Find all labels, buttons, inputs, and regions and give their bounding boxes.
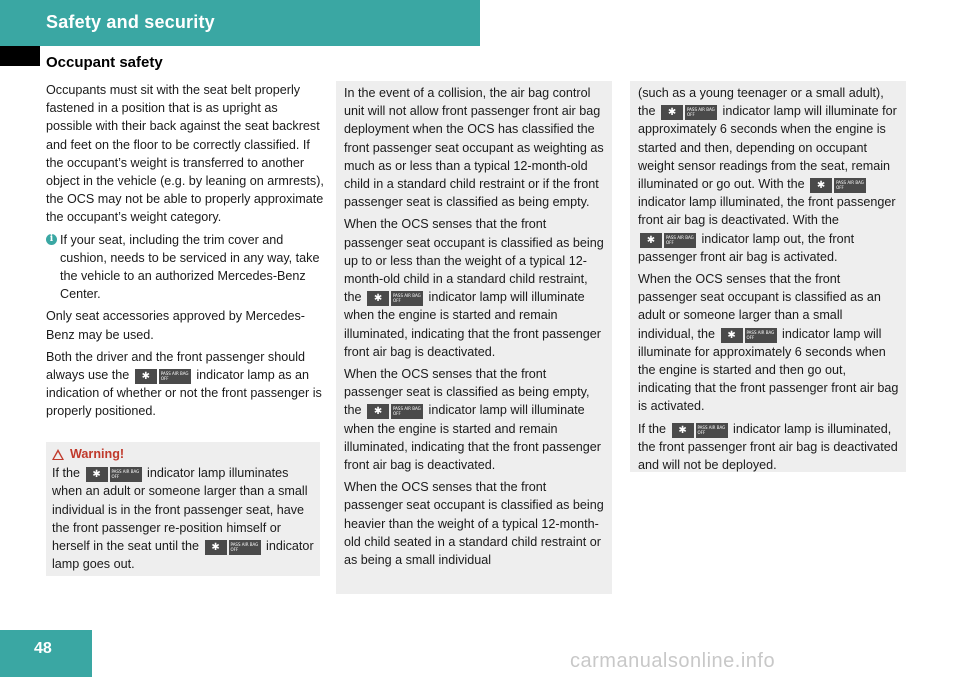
paragraph: Occupants must sit with the seat belt properly fastened in a position that is as upright as possible with their back against the seat backrest and feet on the floor to be correctly classified. If the occupant’s weight is transferred to another object in the vehicle (e.g. by leaning on armrests), the OCS may not be able to properly approximate the occupant’s weight category. bbox=[46, 83, 324, 225]
column-2 bbox=[336, 81, 612, 594]
paragraph: Only seat accessories approved by Mercedes-Benz may be used. bbox=[46, 309, 305, 342]
chapter-title: Safety and security bbox=[46, 12, 215, 32]
indicator-label: PASS AIR BAG OFF bbox=[110, 467, 142, 482]
note-text: If your seat, including the trim cover and cushion, needs to be serviced in any way, take the vehicle to an authorized Mercedes-Benz Center. bbox=[60, 232, 320, 302]
indicator-label: PASS AIR BAG OFF bbox=[159, 369, 191, 384]
pass-airbag-off-indicator-icon bbox=[205, 540, 261, 555]
text-span: indicator lamp illuminates when an adult or someone larger than a small individual is in the front passenger seat, have the front passenger re-position himself or herself in the seat until the bbox=[52, 466, 308, 554]
pass-airbag-off-indicator-icon bbox=[86, 467, 142, 482]
section-title: Occupant safety bbox=[46, 54, 163, 71]
paragraph bbox=[638, 270, 900, 416]
pass-airbag-off-indicator-icon bbox=[135, 369, 191, 384]
paragraph bbox=[344, 365, 606, 474]
text-span: (such as a young teenager or a small adult), the bbox=[638, 86, 884, 119]
text-span: When the OCS senses that the front passenger seat occupant is classified as an adult or someone larger than a small individual, the bbox=[638, 272, 881, 341]
seat-icon: ✱ bbox=[661, 105, 683, 120]
seat-icon: ✱ bbox=[367, 291, 389, 306]
warning-text bbox=[52, 464, 314, 573]
pass-airbag-off-indicator-icon bbox=[640, 233, 696, 248]
text-span: When the OCS senses that the front passenger seat occupant is classified as being up to or less than the weight of a typical 12-month-old child in a standard child restraint, the bbox=[344, 217, 604, 305]
text-span: indicator lamp will illuminate for approximately 6 seconds when the engine is started and then go out, indicating that the front passenger front air bag is activated. bbox=[638, 326, 899, 414]
paragraph: In the event of a collision, the air bag control unit will not allow front passenger front air bag deployment when the OCS has classified the front passenger seat occupant as weighting as much as or less than a typical 12-month-old child in a standard child restraint or if the front passenger seat is classified as being empty. bbox=[344, 86, 604, 210]
indicator-label: PASS AIR BAG OFF bbox=[229, 540, 261, 555]
paragraph bbox=[344, 215, 606, 361]
text-span: When the OCS senses that the front passenger seat is classified as being empty, the bbox=[344, 367, 590, 418]
indicator-label: PASS AIR BAG OFF bbox=[391, 291, 423, 306]
paragraph bbox=[638, 84, 900, 266]
info-note bbox=[46, 231, 324, 304]
indicator-label: PASS AIR BAG OFF bbox=[664, 233, 696, 248]
seat-icon: ✱ bbox=[367, 404, 389, 419]
text-span: If the bbox=[638, 421, 667, 436]
seat-icon: ✱ bbox=[205, 540, 227, 555]
seat-icon: ✱ bbox=[721, 328, 743, 343]
text-span: indicator lamp will illuminate for approximately 6 seconds when the engine is started and then, depending on occupant weight sensor readings from the seat, remain illuminated or go out. With the bbox=[638, 104, 897, 192]
text-span: indicator lamp out, the front passenger front air bag is activated. bbox=[638, 231, 855, 264]
pass-airbag-off-indicator-icon bbox=[661, 105, 717, 120]
seat-icon: ✱ bbox=[810, 178, 832, 193]
pass-airbag-off-indicator-icon bbox=[721, 328, 777, 343]
column-1 bbox=[46, 81, 324, 425]
pass-airbag-off-indicator-icon bbox=[367, 291, 423, 306]
corner-marker bbox=[0, 46, 40, 66]
pass-airbag-off-indicator-icon bbox=[810, 178, 866, 193]
seat-icon: ✱ bbox=[135, 369, 157, 384]
indicator-label: PASS AIR BAG OFF bbox=[834, 178, 866, 193]
seat-icon: ✱ bbox=[640, 233, 662, 248]
text-span: indicator lamp illuminated, the front passenger front air bag is deactivated. With the bbox=[638, 195, 896, 228]
watermark: carmanualsonline.info bbox=[570, 650, 776, 672]
indicator-label: PASS AIR BAG OFF bbox=[391, 404, 423, 419]
text-span: indicator lamp is illuminated, the front passenger front air bag is deactivated and will not be deployed. bbox=[638, 421, 898, 473]
paragraph bbox=[46, 348, 324, 421]
indicator-label: PASS AIR BAG OFF bbox=[685, 105, 717, 120]
seat-icon: ✱ bbox=[672, 423, 694, 438]
text-span: indicator lamp will illuminate when the engine is started and remain illuminated, indicating that the front passenger front air bag is deactivated. bbox=[344, 290, 601, 359]
text-span: indicator lamp will illuminate when the engine is started and remain illuminated, indicating that the front passenger front air bag is deactivated. bbox=[344, 403, 601, 473]
text-span: Both the driver and the front passenger should always use the bbox=[46, 349, 306, 383]
indicator-label: PASS AIR BAG OFF bbox=[696, 423, 728, 438]
text-span: indicator lamp as an indication of whether or not the front passenger is properly positioned. bbox=[46, 368, 322, 419]
text-span: indicator lamp goes out. bbox=[52, 539, 314, 572]
column-3 bbox=[630, 81, 906, 472]
paragraph: When the OCS senses that the front passenger seat occupant is classified as being heavier than the weight of a typical 12-month-old child seated in a standard child restraint or as being a small individual bbox=[344, 480, 604, 568]
warning-title: Warning! bbox=[70, 447, 125, 461]
paragraph bbox=[638, 420, 900, 475]
indicator-label: PASS AIR BAG OFF bbox=[745, 328, 777, 343]
pass-airbag-off-indicator-icon bbox=[672, 423, 728, 438]
warning-header bbox=[52, 445, 314, 463]
info-icon: i bbox=[46, 234, 57, 245]
warning-triangle-icon bbox=[52, 449, 64, 460]
pass-airbag-off-indicator-icon bbox=[367, 404, 423, 419]
seat-icon: ✱ bbox=[86, 467, 108, 482]
text-span: If the bbox=[52, 466, 81, 481]
page-number: 48 bbox=[34, 640, 52, 657]
warning-box bbox=[46, 442, 320, 576]
